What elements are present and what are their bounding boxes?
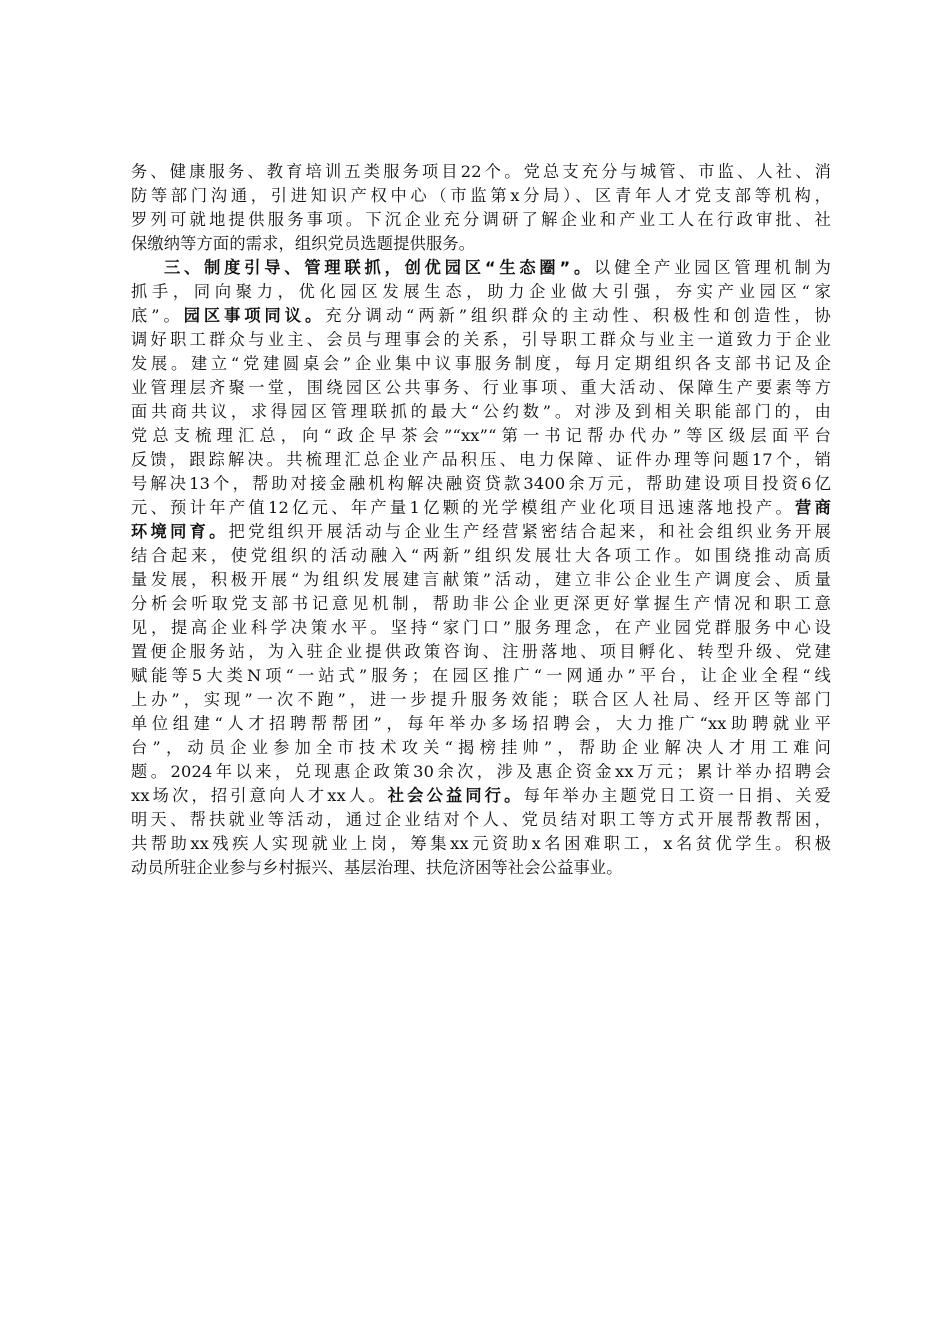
text-run: 把党组织开展活动与企业生产经营紧密结合起来，和社会组织业务开展 [228, 522, 832, 541]
text-line: 明天、帮扶就业等活动，通过企业结对个人、党员结对职工等方式开展帮教帮困， [131, 810, 831, 829]
text-line: 置便企服务站，为入驻企业提供政策咨询、注册落地、项目孵化、转型升级、党建 [131, 642, 831, 661]
text-line: 量发展，积极开展“为组织发展建言献策”活动，建立非公企业生产调度会、质量 [131, 570, 831, 589]
text-line: 保缴纳等方面的需求，组织党员选题提供服务。 [131, 234, 476, 253]
text-line [131, 520, 831, 544]
text-line: 共帮助xx残疾人实现就业上岗，筹集xx元资助x名困难职工，x名贫优学生。积极 [131, 834, 831, 853]
text-line [131, 496, 831, 520]
text-line [131, 784, 831, 808]
text-line: 分析会听取党支部书记意见机制，帮助非公企业更深更好掌握生产情况和职工意 [131, 594, 831, 613]
text-line: 务、健康服务、教育培训五类服务项目22个。党总支充分与城管、市监、人社、消 [131, 162, 831, 181]
text-line: 党总支梳理汇总，向“政企早茶会”“xx”“第一书记帮办代办”等区级层面平台 [131, 426, 831, 445]
text-line: 结合起来，使党组织的活动融入“两新”组织发展壮大各项工作。如围绕推动高质 [131, 546, 831, 565]
subheading: 营商 [795, 498, 831, 517]
text-line: 见，提高企业科学决策水平。坚持“家门口”服务理念，在产业园党群服务中心设 [131, 618, 831, 637]
text-run: 元、预计年产值12亿元、年产量1亿颗的光学模组产业化项目迅速落地投产。 [131, 498, 796, 517]
text-run: 每年举办主题党日工资一日捐、关爱 [523, 786, 831, 805]
text-line: 调好职工群众与业主、会员与理事会的关系，引导职工群众与业主一道致力于企业 [131, 330, 831, 349]
text-line: 上办”，实现”一次不跑”，进一步提升服务效能；联合区人社局、经开区等部门 [131, 690, 831, 709]
text-line: 抓手，同向聚力，优化园区发展生态，助力企业做大引强，夯实产业园区“家 [131, 282, 831, 301]
text-line: 赋能等5大类N项“一站式”服务；在园区推广“一网通办”平台，让企业全程“线 [131, 666, 831, 685]
text-line: 反馈，跟踪解决。共梳理汇总企业产品积压、电力保障、证件办理等问题17个，销 [131, 450, 831, 469]
text-line: 题。2024年以来，兑现惠企政策30余次，涉及惠企资金xx万元；累计举办招聘会 [131, 762, 831, 781]
subheading: 环境同育。 [131, 522, 229, 541]
text-run: 充分调动“两新”组织群众的主动性、积极性和创造性，协 [325, 306, 831, 325]
section-heading-line [131, 256, 831, 280]
section-heading: 三、制度引导、管理联抓，创优园区“生态圈”。 [164, 258, 595, 277]
subheading: 社会公益同行。 [387, 786, 524, 805]
text-line: 动员所驻企业参与乡村振兴、基层治理、扶危济困等社会公益事业。 [131, 858, 623, 877]
text-line: 罗列可就地提供服务事项。下沉企业充分调研了解企业和产业工人在行政审批、社 [131, 210, 831, 229]
document-body [131, 160, 831, 880]
text-run: 以健全产业园区管理机制为 [594, 258, 831, 277]
text-line: 业管理层齐聚一堂，围绕园区公共事务、行业事项、重大活动、保障生产要素等方 [131, 378, 831, 397]
subheading: 园区事项同议。 [183, 306, 326, 325]
text-line [131, 304, 831, 328]
text-line: 面共商共议，求得园区管理联抓的最大“公约数”。对涉及到相关职能部门的，由 [131, 402, 831, 421]
text-line: 台”，动员企业参加全市技术攻关“揭榜挂帅”，帮助企业解决人才用工难问 [131, 738, 831, 757]
text-line: 防等部门沟通，引进知识产权中心（市监第x分局）、区青年人才党支部等机构， [131, 186, 831, 205]
text-line: 单位组建“人才招聘帮帮团”，每年举办多场招聘会，大力推广“xx助聘就业平 [131, 714, 831, 733]
text-run: xx场次，招引意向人才xx人。 [131, 786, 388, 805]
text-line: 发展。建立“党建圆桌会”企业集中议事服务制度，每月定期组织各支部书记及企 [131, 354, 831, 373]
text-run: 底”。 [131, 306, 184, 325]
text-line: 号解决13个，帮助对接金融机构解决融资贷款3400余万元，帮助建设项目投资6亿 [131, 474, 831, 493]
